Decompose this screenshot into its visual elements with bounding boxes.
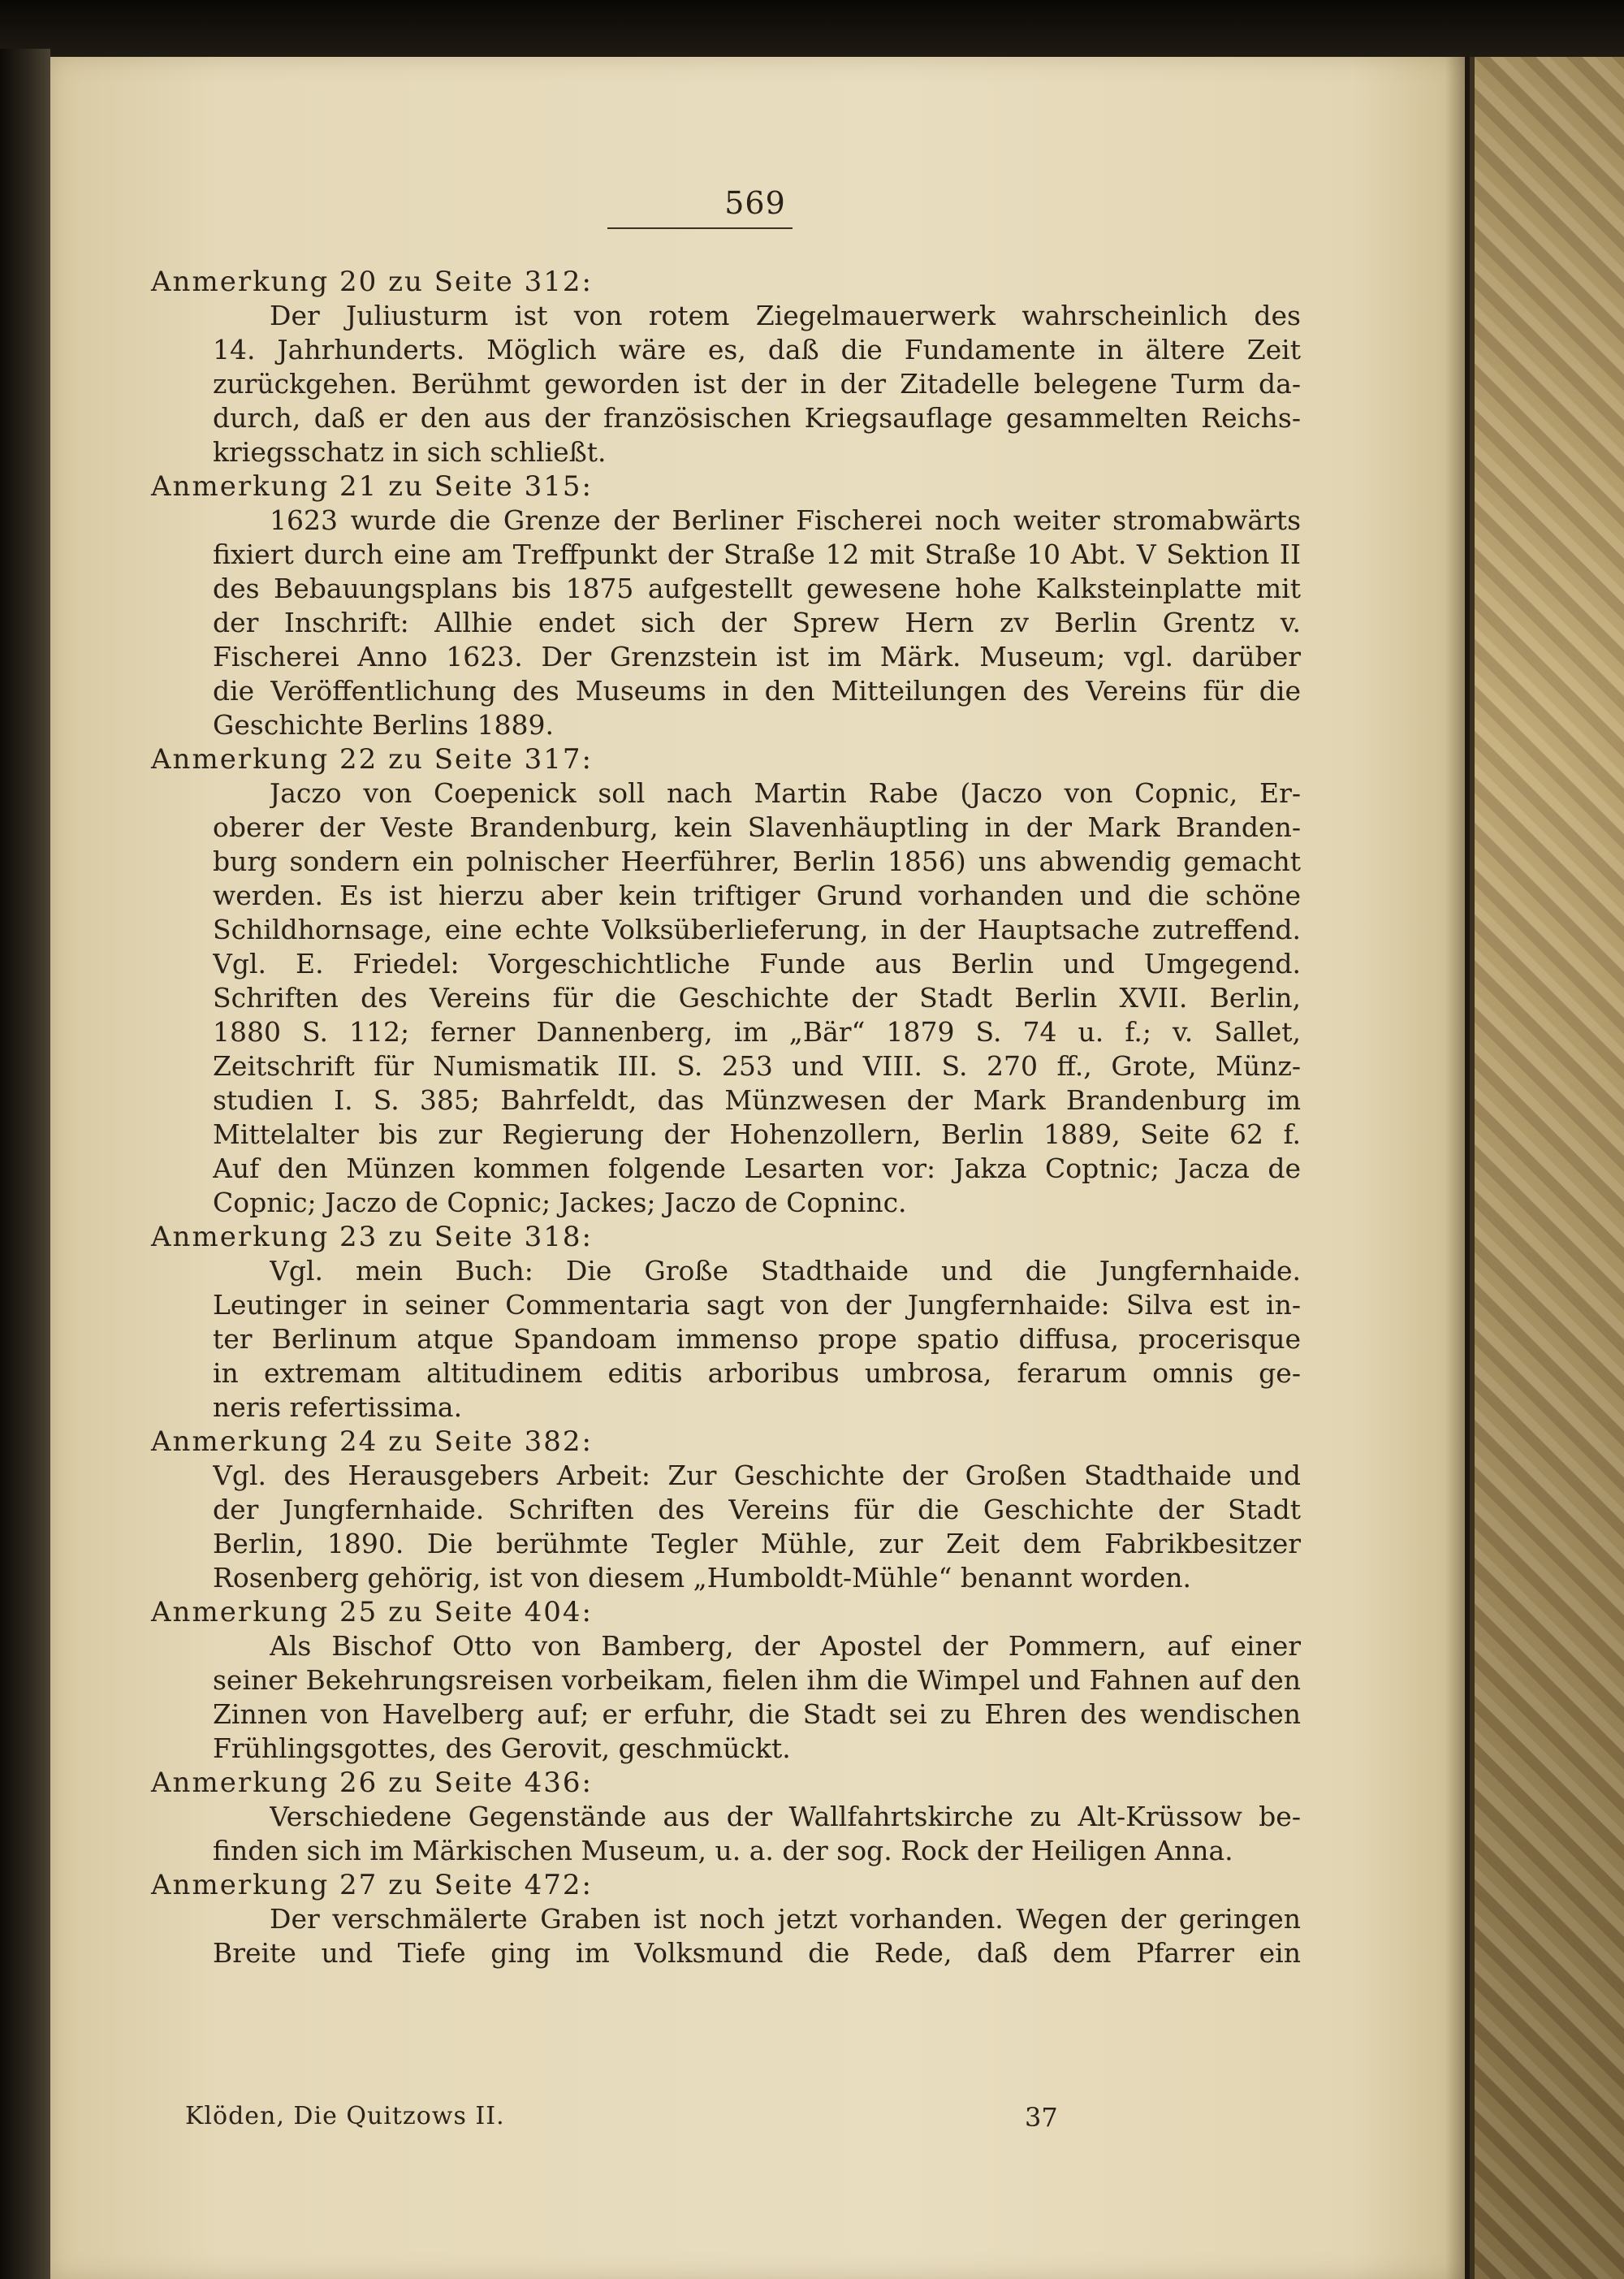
note-line: Vgl. des Herausgebers Arbeit: Zur Geschichte der Großen Stadthaide und: [213, 1460, 1301, 1491]
note-line: studien I. S. 385; Bahrfeldt, das Münzwesen der Mark Brandenburg im: [213, 1084, 1301, 1116]
note-line: in extremam altitudinem editis arboribus umbrosa, ferarum omnis ge-: [213, 1357, 1301, 1389]
note-line: Der Juliusturm ist von rotem Ziegelmauerwerk wahrscheinlich des: [270, 300, 1301, 331]
note-line: Fischerei Anno 1623. Der Grenzstein ist im Märk. Museum; vgl. darüber: [213, 641, 1301, 672]
note-heading: Anmerkung 27 zu Seite 472:: [151, 1869, 593, 1901]
note-line: Breite und Tiefe ging im Volksmund die Rede, daß dem Pfarrer ein: [213, 1937, 1301, 1969]
note-heading: Anmerkung 22 zu Seite 317:: [151, 743, 593, 776]
note-line: werden. Es ist hierzu aber kein triftiger Grund vorhanden und die schöne: [213, 880, 1301, 911]
note-line: 14. Jahrhunderts. Möglich wäre es, daß die Fundamente in ältere Zeit: [213, 334, 1301, 365]
note-line: Vgl. mein Buch: Die Große Stadthaide und die Jungfernhaide.: [270, 1255, 1301, 1287]
note-line: Zeitschrift für Numismatik III. S. 253 und VIII. S. 270 ff., Grote, Münz-: [213, 1050, 1301, 1082]
note-line: die Veröffentlichung des Museums in den Mitteilungen des Vereins für die: [213, 675, 1301, 707]
note-line: Leutinger in seiner Commentaria sagt von der Jungfernhaide: Silva est in-: [213, 1289, 1301, 1321]
note-heading: Anmerkung 24 zu Seite 382:: [151, 1425, 593, 1458]
note-line: des Bebauungsplans bis 1875 aufgestellt gewesene hohe Kalksteinplatte mit: [213, 573, 1301, 604]
note-line: Berlin, 1890. Die berühmte Tegler Mühle, zur Zeit dem Fabrikbesitzer: [213, 1528, 1301, 1559]
book-spine: [1470, 57, 1624, 2279]
note-line: Schriften des Vereins für die Geschichte der Stadt Berlin XVII. Berlin,: [213, 982, 1301, 1014]
note-line: Als Bischof Otto von Bamberg, der Apostel der Pommern, auf einer: [270, 1630, 1301, 1662]
note-line: Vgl. E. Friedel: Vorgeschichtliche Funde aus Berlin und Umgegend.: [213, 948, 1301, 979]
note-line: Frühlingsgottes, des Gerovit, geschmückt.: [213, 1732, 791, 1764]
note-line: finden sich im Märkischen Museum, u. a. der sog. Rock der Heiligen Anna.: [213, 1835, 1233, 1866]
note-line: Copnic; Jaczo de Copnic; Jackes; Jaczo de Copninc.: [213, 1187, 907, 1218]
note-line: 1880 S. 112; ferner Dannenberg, im „Bär“ 1879 S. 74 u. f.; v. Sallet,: [213, 1016, 1301, 1048]
left-book-edge: [0, 49, 50, 2279]
note-line: der Jungfernhaide. Schriften des Vereins für die Geschichte der Stadt: [213, 1494, 1301, 1525]
footer-sheet-number: 37: [1025, 2102, 1058, 2133]
note-line: neris refertissima.: [213, 1391, 463, 1423]
note-line: Schildhornsage, eine echte Volksüberlieferung, in der Hauptsache zutreffend.: [213, 914, 1301, 945]
note-heading: Anmerkung 26 zu Seite 436:: [151, 1767, 593, 1799]
note-line: Jaczo von Coepenick soll nach Martin Rabe (Jaczo von Copnic, Er-: [270, 777, 1301, 809]
note-line: seiner Bekehrungsreisen vorbeikam, fielen ihm die Wimpel und Fahnen auf den: [213, 1664, 1301, 1696]
note-line: oberer der Veste Brandenburg, kein Slavenhäuptling in der Mark Branden-: [213, 811, 1301, 843]
note-line: durch, daß er den aus der französischen Kriegsauflage gesammelten Reichs-: [213, 402, 1301, 434]
note-heading: Anmerkung 23 zu Seite 318:: [151, 1221, 593, 1253]
note-line: Verschiedene Gegenstände aus der Wallfahrtskirche zu Alt-Krüssow be-: [270, 1801, 1301, 1832]
note-line: burg sondern ein polnischer Heerführer, Berlin 1856) uns abwendig gemacht: [213, 845, 1301, 877]
note-line: kriegsschatz in sich schließt.: [213, 436, 607, 468]
note-line: 1623 wurde die Grenze der Berliner Fischerei noch weiter stromabwärts: [270, 504, 1301, 536]
page-number-rule: [607, 227, 793, 229]
note-line: Der verschmälerte Graben ist noch jetzt vorhanden. Wegen der geringen: [270, 1903, 1301, 1935]
note-heading: Anmerkung 25 zu Seite 404:: [151, 1596, 593, 1628]
note-line: fixiert durch eine am Treffpunkt der Straße 12 mit Straße 10 Abt. V Sektion II: [213, 538, 1301, 570]
note-line: Zinnen von Havelberg auf; er erfuhr, die Stadt sei zu Ehren des wendischen: [213, 1698, 1301, 1730]
note-line: Auf den Münzen kommen folgende Lesarten vor: Jakza Coptnic; Jacza de: [213, 1152, 1301, 1184]
page-number: 569: [724, 185, 786, 221]
note-heading: Anmerkung 21 zu Seite 315:: [151, 470, 593, 503]
page-content: [50, 57, 1465, 2279]
top-edge-shadow: [0, 0, 1624, 57]
note-line: ter Berlinum atque Spandoam immenso prope spatio diffusa, procerisque: [213, 1323, 1301, 1355]
note-heading: Anmerkung 20 zu Seite 312:: [151, 266, 593, 298]
note-line: zurückgehen. Berühmt geworden ist der in der Zitadelle belegene Turm da-: [213, 368, 1301, 400]
note-line: Rosenberg gehörig, ist von diesem „Humboldt-Mühle“ benannt worden.: [213, 1562, 1191, 1594]
note-line: der Inschrift: Allhie endet sich der Sprew Hern zv Berlin Grentz v.: [213, 607, 1301, 638]
footer-signature: Klöden, Die Quitzows II.: [185, 2102, 505, 2130]
note-line: Mittelalter bis zur Regierung der Hohenzollern, Berlin 1889, Seite 62 f.: [213, 1118, 1301, 1150]
note-line: Geschichte Berlins 1889.: [213, 709, 554, 741]
